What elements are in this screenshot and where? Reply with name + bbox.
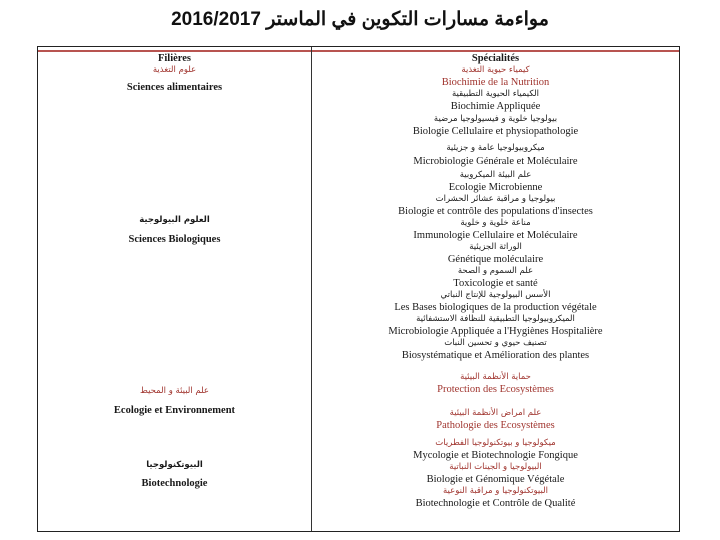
specialite-ar: الكيمياء الحيوية التطبيقية [451, 89, 540, 99]
specialite-fr: Les Bases biologiques de la production végétale [394, 302, 597, 313]
specialites-column [312, 53, 679, 531]
specialites-header: Spécialités [471, 53, 520, 64]
specialite-ar: ميكولوجيا و بيوتكنولوجيا الفطريات [435, 438, 556, 448]
specialite-ar: مناعة خلوية و خلوية [460, 218, 531, 228]
specialite-ar: تصنيف حيوي و تحسين النبات [444, 338, 547, 348]
specialite-ar: بيولوجيا و مراقبة عشائر الحشرات [435, 194, 556, 204]
specialite-ar: الوراثة الجزيئية [469, 242, 522, 252]
filiere-ar: البيوتكنولوجيا [146, 460, 203, 470]
specialite-fr: Biosystématique et Amélioration des plantes [401, 350, 590, 361]
specialite-fr: Microbiologie Générale et Moléculaire [413, 156, 578, 167]
filiere-ar: علوم التغذية [152, 65, 197, 75]
filiere-fr: Sciences Biologiques [128, 234, 221, 245]
specialite-fr: Biologie et Génomique Végétale [426, 474, 565, 485]
filiere-ar: علم البيئة و المحيط [140, 386, 209, 396]
filieres-column [38, 53, 311, 531]
specialite-ar: الأسس البيولوجية للإنتاج النباتي [440, 290, 551, 300]
specialite-ar: الميكروبيولوجيا التطبيقية للنظافة الاستشفائية [416, 314, 575, 324]
specialite-fr: Biochimie Appliquée [450, 101, 541, 112]
specialite-ar: البيولوجيا و الجينات النباتية [449, 462, 542, 472]
specialite-fr: Microbiologie Appliquée a l'Hygiènes Hospitalière [388, 326, 603, 337]
filieres-header: Filières [157, 53, 192, 64]
specialite-ar: ميكروبيولوجيا عامة و جزيئية [446, 143, 545, 153]
filiere-fr: Ecologie et Environnement [113, 405, 236, 416]
specialite-ar: علم امراض الأنظمة البيئية [449, 408, 542, 418]
filiere-fr: Sciences alimentaires [126, 82, 223, 93]
specialite-fr: Biotechnologie et Contrôle de Qualité [415, 498, 576, 509]
specialite-ar: بيولوجيا خلوية و فيسيولوجيا مرضية [433, 114, 558, 124]
specialite-ar: البيوتكنولوجيا و مراقبة النوعية [443, 486, 548, 496]
specialite-ar: علم البيئة الميكروبية [459, 170, 532, 180]
page-title: مواءمة مسارات التكوين في الماستر 2016/2017 [171, 9, 549, 30]
specialties-table [37, 46, 680, 532]
specialite-fr: Mycologie et Biotechnologie Fongique [413, 450, 578, 461]
specialite-fr: Biologie Cellulaire et physiopathologie [412, 126, 579, 137]
specialite-ar: حماية الأنظمة البيئية [460, 372, 531, 382]
specialite-fr: Pathologie des Ecosystèmes [436, 420, 555, 431]
filiere-fr: Biotechnologie [141, 478, 208, 489]
specialite-fr: Toxicologie et santé [453, 278, 538, 289]
specialite-ar: كيمياء حيوية التغذية [461, 65, 530, 75]
specialite-fr: Génétique moléculaire [447, 254, 544, 265]
specialite-fr: Immunologie Cellulaire et Moléculaire [413, 230, 578, 241]
specialite-fr: Biochimie de la Nutrition [441, 77, 550, 88]
specialite-fr: Biologie et contrôle des populations d'insectes [398, 206, 593, 217]
specialite-fr: Protection des Ecosystèmes [437, 384, 554, 395]
specialite-fr: Ecologie Microbienne [448, 182, 543, 193]
filiere-ar: العلوم البيولوجية [139, 215, 210, 225]
header-separator [38, 50, 679, 52]
specialite-ar: علم السموم و الصحة [457, 266, 534, 276]
